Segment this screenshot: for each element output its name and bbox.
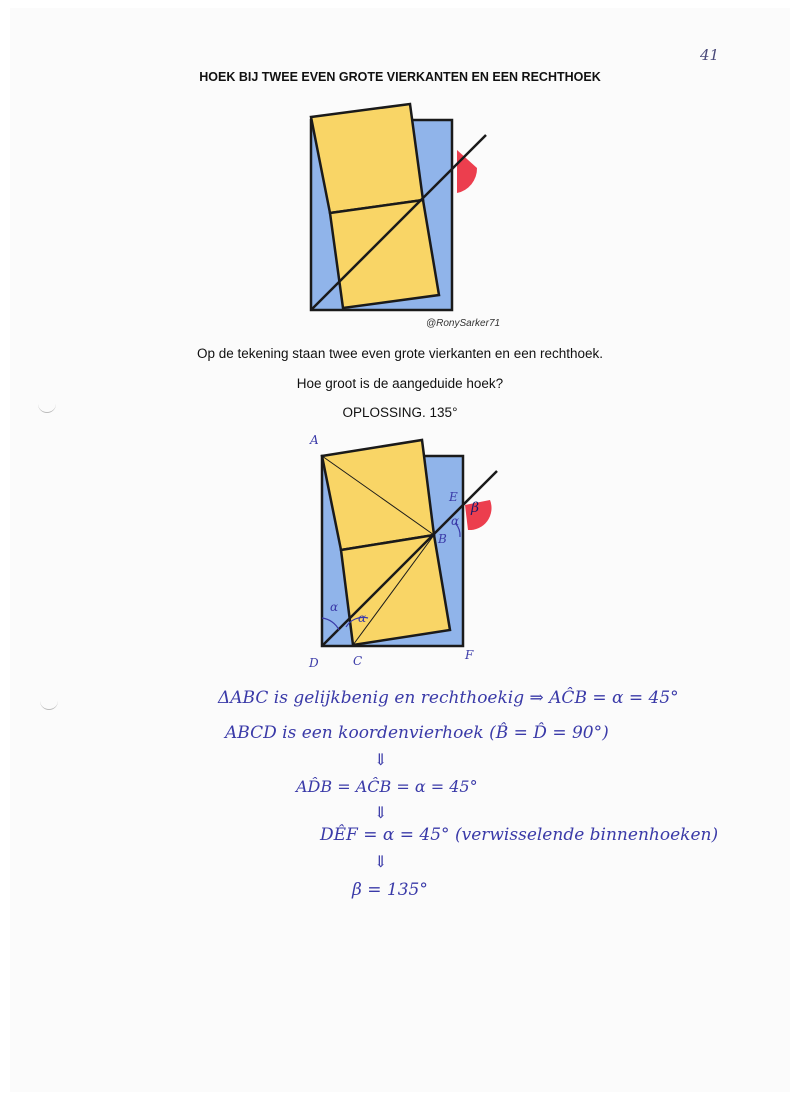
problem-question: Hoe groot is de aangeduide hoek? [296, 376, 504, 391]
handwritten-line-3: AD̂B = AĈB = α = 45° [296, 777, 478, 796]
label-alpha-D: α [330, 600, 339, 614]
lower-square [341, 535, 450, 645]
handwritten-line-2: ABCD is een koordenvierhoek (B̂ = D̂ = 90°) [225, 723, 609, 743]
handwritten-line-5: β = 135° [352, 880, 428, 900]
label-beta: β [471, 500, 480, 516]
label-F: F [465, 648, 474, 662]
label-B: B [438, 532, 447, 546]
label-C: C [353, 654, 363, 668]
label-A: A [310, 433, 319, 447]
label-alpha-C: α [358, 611, 367, 625]
label-D: D [309, 656, 319, 670]
page-number: 41 [700, 46, 720, 64]
label-E: E [449, 490, 458, 504]
implication-arrow: ⇓ [374, 750, 388, 769]
page-title: HOEK BIJ TWEE EVEN GROTE VIERKANTEN EN EEN RECHTHOEK [199, 70, 601, 84]
implication-arrow: ⇓ [374, 803, 388, 822]
problem-statement: Op de tekening staan twee even grote vierkanten en een rechthoek. [196, 346, 604, 361]
label-alpha-B: α [451, 514, 460, 528]
handwritten-line-4: DÊF = α = 45° (verwisselende binnenhoeken) [320, 825, 719, 845]
handwritten-line-1: ΔABC is gelijkbenig en rechthoekig ⇒ AĈB = α = 45° [218, 688, 679, 708]
image-credit: @RonySarker71 [426, 318, 501, 329]
implication-arrow: ⇓ [374, 852, 388, 871]
solution-answer: OPLOSSING. 135° [342, 405, 458, 420]
